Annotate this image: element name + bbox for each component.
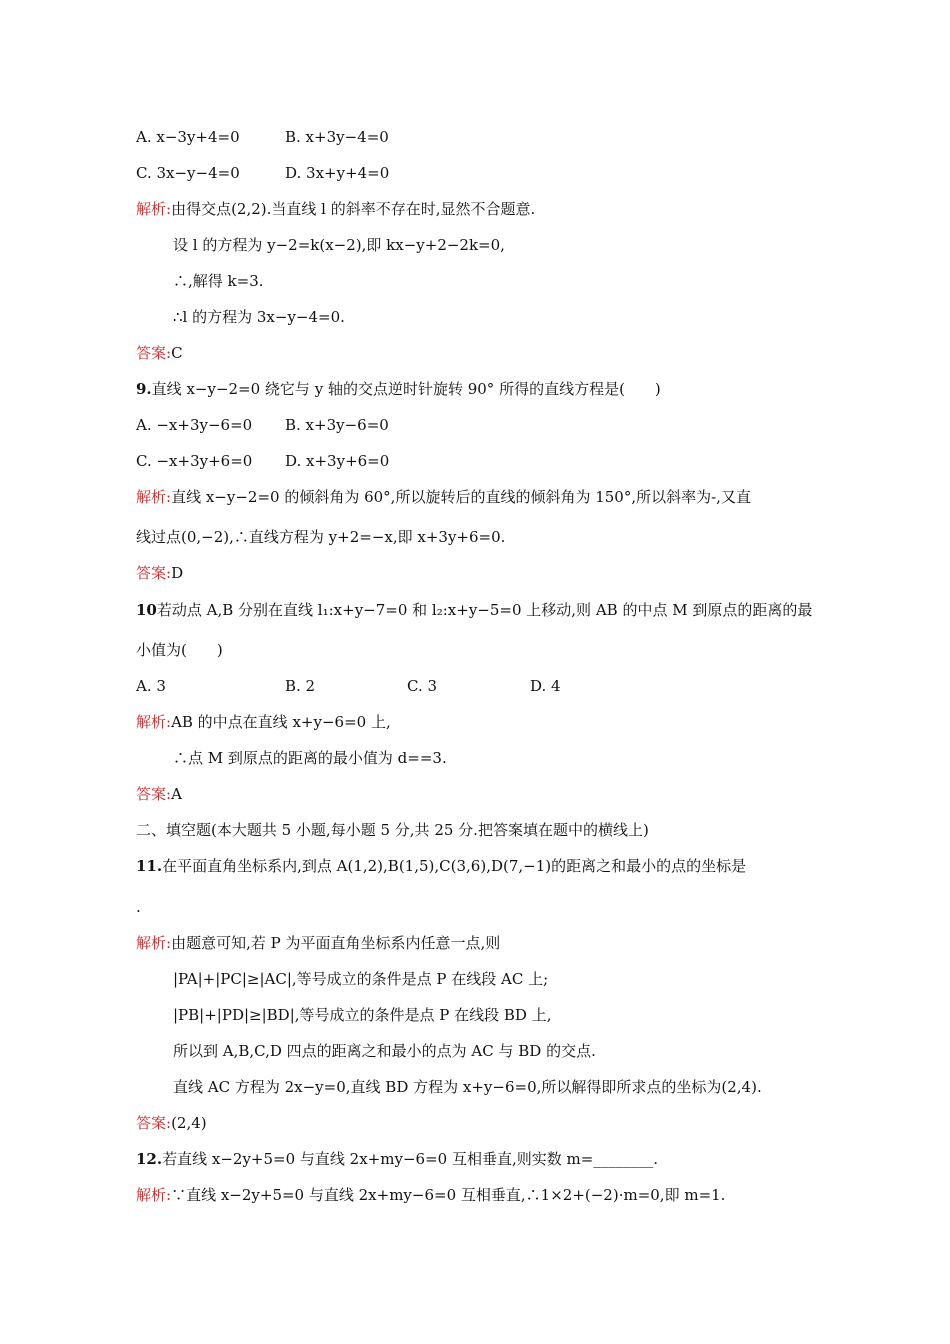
- q9-option-a: A. −x+3y−6=0: [136, 416, 253, 434]
- q11-answer-line: [136, 1113, 207, 1133]
- q9-number: 9.: [136, 380, 152, 398]
- q12-stem-line: [136, 1149, 658, 1169]
- q12-number: 12.: [136, 1150, 163, 1168]
- q8-analysis-line-4: ∴l 的方程为 3x−y−4=0.: [173, 308, 345, 326]
- q10-option-c: C. 3: [407, 677, 438, 695]
- q9-analysis-line-2: 线过点(0,−2),∴直线方程为 y+2=−x,即 x+3y+6=0.: [136, 528, 506, 546]
- q8-analysis-text-1: 由得交点(2,2).当直线 l 的斜率不存在时,显然不合题意.: [171, 200, 536, 218]
- q10-option-d: D. 4: [530, 677, 561, 695]
- q11-analysis-label: 解析:: [136, 934, 172, 952]
- q10-stem-line-2: 小值为( ): [136, 641, 223, 659]
- q10-analysis-line-2: ∴点 M 到原点的距离的最小值为 d==3.: [173, 749, 447, 767]
- q11-stem-line-2: .: [136, 898, 141, 916]
- q10-analysis-label: 解析:: [136, 713, 172, 731]
- q11-analysis-line-1: [136, 933, 500, 953]
- q10-number: 10: [136, 601, 157, 619]
- q12-analysis-text-1: ∵直线 x−2y+5=0 与直线 2x+my−6=0 互相垂直,∴1×2+(−2)·m=0,即 m=1.: [171, 1186, 726, 1204]
- q8-option-b: B. x+3y−4=0: [285, 128, 389, 146]
- q9-analysis-label: 解析:: [136, 488, 172, 506]
- q11-stem-line-1: [136, 856, 746, 876]
- q8-answer: C: [171, 344, 183, 362]
- q12-stem: 若直线 x−2y+5=0 与直线 2x+my−6=0 互相垂直,则实数 m=________.: [162, 1150, 659, 1168]
- q9-answer-label: 答案:: [136, 564, 172, 582]
- q10-answer-line: [136, 784, 182, 804]
- q11-analysis-line-2: |PA|+|PC|≥|AC|,等号成立的条件是点 P 在线段 AC 上;: [173, 970, 549, 988]
- q8-analysis-line-1: [136, 199, 535, 219]
- q11-answer: (2,4): [171, 1114, 207, 1132]
- q10-option-b: B. 2: [285, 677, 316, 695]
- q10-answer: A: [171, 785, 182, 803]
- q11-number: 11.: [136, 857, 163, 875]
- q8-analysis-line-2: 设 l 的方程为 y−2=k(x−2),即 kx−y+2−2k=0,: [173, 236, 505, 254]
- q11-analysis-line-3: |PB|+|PD|≥|BD|,等号成立的条件是点 P 在线段 BD 上,: [173, 1006, 552, 1024]
- q9-analysis-line-1: [136, 487, 751, 507]
- q8-option-d: D. 3x+y+4=0: [285, 164, 390, 182]
- q8-analysis-label: 解析:: [136, 200, 172, 218]
- q8-answer-label: 答案:: [136, 344, 172, 362]
- q9-answer: D: [171, 564, 184, 582]
- q8-answer-line: [136, 343, 183, 363]
- q12-analysis-label: 解析:: [136, 1186, 172, 1204]
- q11-analysis-text-1: 由题意可知,若 P 为平面直角坐标系内任意一点,则: [171, 934, 501, 952]
- q9-option-c: C. −x+3y+6=0: [136, 452, 253, 470]
- q10-answer-label: 答案:: [136, 785, 172, 803]
- q10-stem-1: 若动点 A,B 分别在直线 l₁:x+y−7=0 和 l₂:x+y−5=0 上移动,则 AB 的中点 M 到原点的距离的最: [156, 601, 813, 619]
- q11-answer-label: 答案:: [136, 1114, 172, 1132]
- q11-analysis-line-4: 所以到 A,B,C,D 四点的距离之和最小的点为 AC 与 BD 的交点.: [173, 1042, 596, 1060]
- q11-analysis-line-5: 直线 AC 方程为 2x−y=0,直线 BD 方程为 x+y−6=0,所以解得即所求点的坐标为(2,4).: [173, 1078, 762, 1096]
- q10-analysis-line-1: [136, 712, 391, 732]
- q9-answer-line: [136, 563, 183, 583]
- q9-option-d: D. x+3y+6=0: [285, 452, 390, 470]
- q9-option-b: B. x+3y−6=0: [285, 416, 389, 434]
- q11-stem-1: 在平面直角坐标系内,到点 A(1,2),B(1,5),C(3,6),D(7,−1)的距离之和最小的点的坐标是: [162, 857, 747, 875]
- q10-analysis-text-1: AB 的中点在直线 x+y−6=0 上,: [171, 713, 391, 731]
- q12-analysis-line-1: [136, 1185, 725, 1205]
- q8-option-c: C. 3x−y−4=0: [136, 164, 240, 182]
- q10-stem-line-1: [136, 600, 812, 620]
- q10-option-a: A. 3: [136, 677, 166, 695]
- q8-analysis-line-3: ∴,解得 k=3.: [173, 272, 264, 290]
- section-heading: 二、填空题(本大题共 5 小题,每小题 5 分,共 25 分.把答案填在题中的横线上): [136, 821, 649, 839]
- q9-analysis-text-1: 直线 x−y−2=0 的倾斜角为 60°,所以旋转后的直线的倾斜角为 150°,所以斜率为-,又直: [171, 488, 751, 506]
- q9-stem-line: [136, 379, 661, 399]
- q8-option-a: A. x−3y+4=0: [136, 128, 240, 146]
- q9-stem: 直线 x−y−2=0 绕它与 y 轴的交点逆时针旋转 90° 所得的直线方程是( ): [151, 380, 661, 398]
